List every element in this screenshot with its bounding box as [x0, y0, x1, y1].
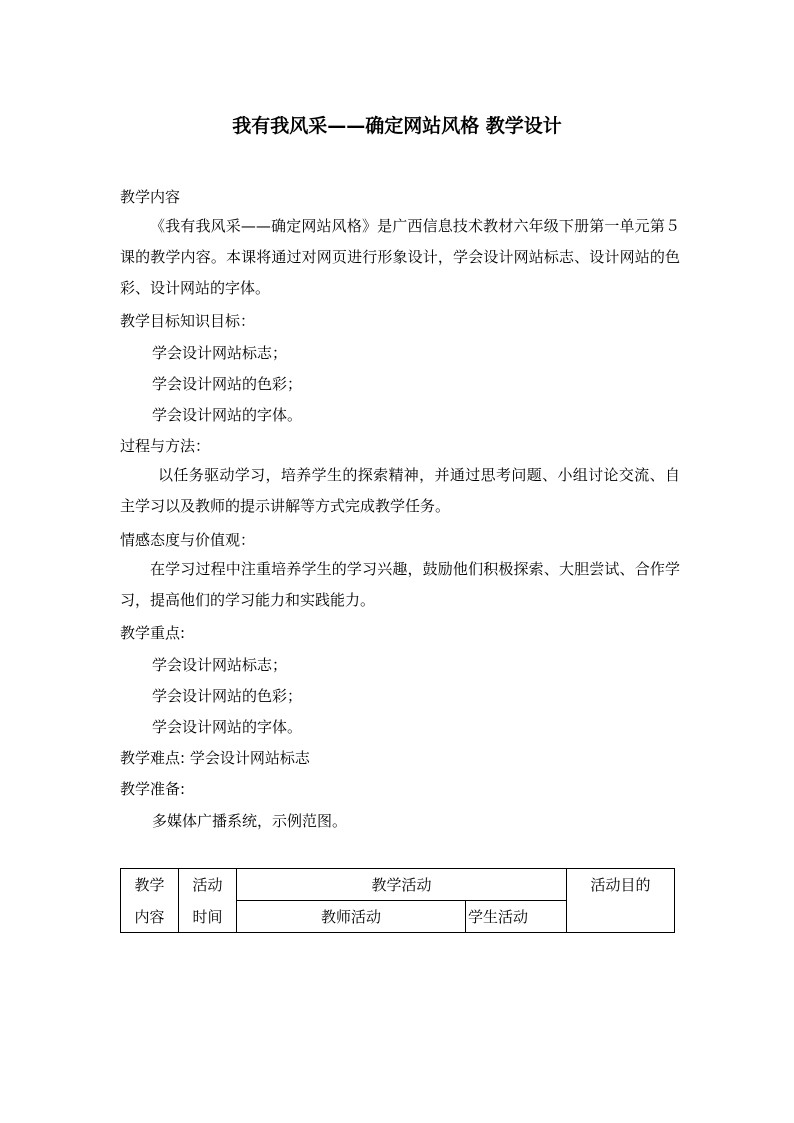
header-activity-time-line1: 活动 — [192, 875, 223, 894]
paragraph-teaching-content: 《我有我风采——确定网站风格》是广西信息技术教材六年级下册第一单元第５课的教学内容。本课将通过对网页进行形象设计，学会设计网站标志、设计网站的色彩、设计网站的字体。 — [120, 217, 680, 297]
header-teaching-content-line1: 教学 — [134, 875, 165, 894]
preparation-text: 多媒体广播系统，示例范图。 — [152, 812, 348, 830]
heading-key-points: 教学重点: — [120, 624, 186, 642]
header-activity-purpose: 活动目的 — [567, 869, 675, 933]
key-point-item: 学会设计网站的色彩； — [152, 687, 303, 705]
heading-process-method: 过程与方法： — [120, 437, 211, 455]
goal-item: 学会设计网站的字体。 — [152, 406, 303, 424]
heading-teaching-goals: 教学目标知识目标： — [120, 312, 256, 330]
heading-preparation: 教学准备: — [120, 780, 186, 798]
paragraph-process-method: 以任务驱动学习，培养学生的探索精神，并通过思考问题、小组讨论交流、自主学习以及教师的提示讲解等方式完成教学任务。 — [120, 466, 680, 515]
key-point-item: 学会设计网站标志； — [152, 656, 288, 674]
key-point-item: 学会设计网站的字体。 — [152, 718, 303, 736]
document-title: 我有我风采——确定网站风格 教学设计 — [232, 115, 562, 137]
goal-item: 学会设计网站标志； — [152, 344, 288, 362]
difficulty-line: 教学难点: 学会设计网站标志 — [120, 749, 310, 767]
header-activity-time — [179, 869, 237, 933]
lesson-plan-table — [120, 868, 675, 933]
paragraph-emotion-values: 在学习过程中注重培养学生的学习兴趣，鼓励他们积极探索、大胆尝试、合作学习，提高他们的学习能力和实践能力。 — [120, 560, 680, 609]
goal-item: 学会设计网站的色彩； — [152, 375, 303, 393]
header-teaching-content — [121, 869, 179, 933]
header-activity-time-line2: 时间 — [192, 907, 223, 926]
header-teacher-activity: 教师活动 — [237, 901, 466, 933]
header-teaching-content-line2: 内容 — [134, 907, 165, 926]
heading-emotion-values: 情感态度与价值观： — [120, 531, 256, 549]
header-student-activity: 学生活动 — [466, 901, 567, 933]
heading-teaching-content: 教学内容 — [120, 188, 181, 206]
header-teaching-activities: 教学活动 — [237, 869, 567, 901]
